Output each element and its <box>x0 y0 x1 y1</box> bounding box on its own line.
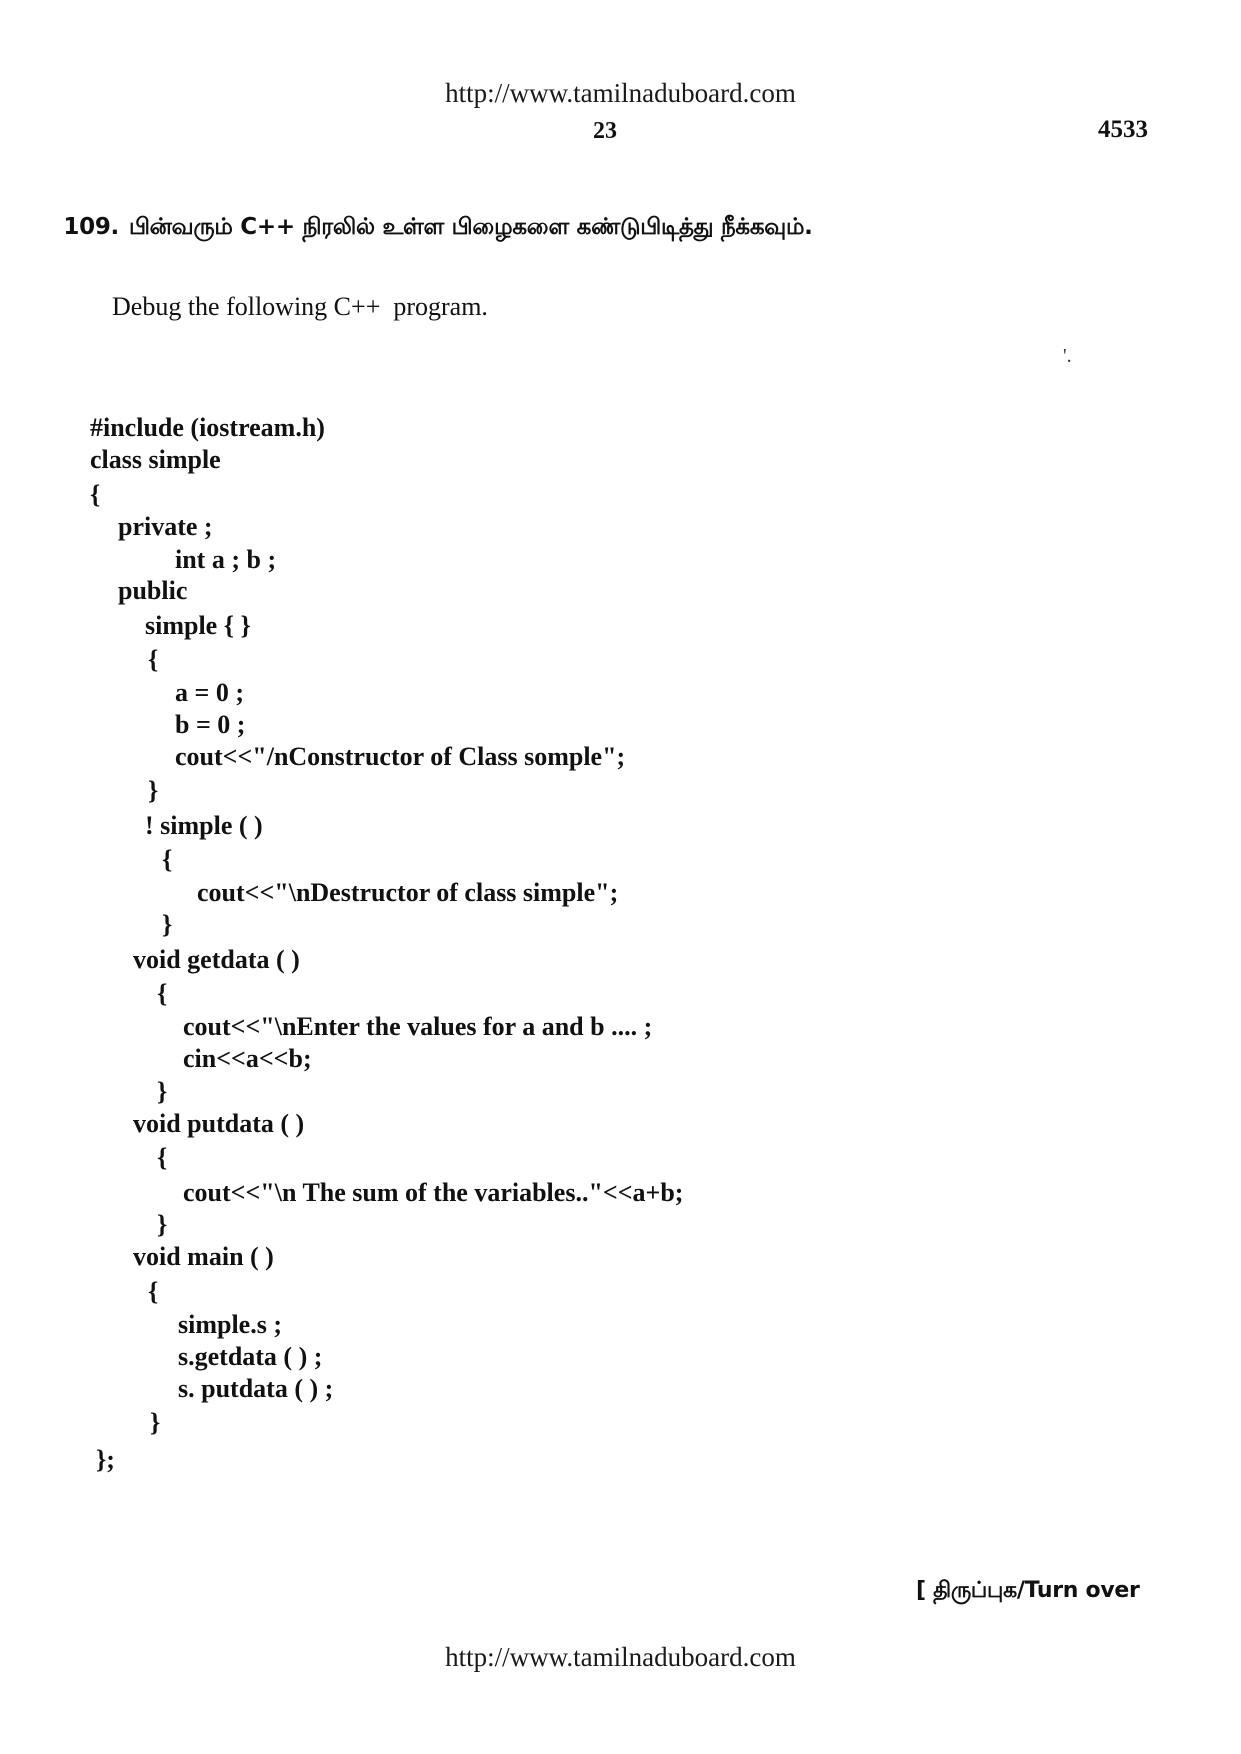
code-line: } <box>148 776 159 805</box>
code-line: private ; <box>118 512 213 541</box>
code-line: } <box>150 1408 161 1437</box>
code-line: #include (iostream.h) <box>90 413 325 442</box>
code-line: cout<<"\nDestructor of class simple"; <box>197 878 619 907</box>
code-line: } <box>157 1077 168 1106</box>
code-line: void putdata ( ) <box>133 1109 305 1138</box>
footer-url: http://www.tamilnaduboard.com <box>445 1642 796 1672</box>
code-line: { <box>157 979 168 1008</box>
code-line: s.getdata ( ) ; <box>178 1342 323 1371</box>
code-line: } <box>157 1210 168 1239</box>
code-line: }; <box>96 1445 115 1474</box>
question-tamil <box>48 188 813 243</box>
code-line: cout<<"\nEnter the values for a and b .... ; <box>183 1012 653 1041</box>
code-line: simple { } <box>145 611 251 640</box>
code-line: { <box>90 480 101 509</box>
turn-over-note: [ திருப்புக/Turn over <box>916 1578 1140 1603</box>
code-line: a = 0 ; <box>175 678 244 707</box>
code-line: } <box>162 910 173 939</box>
code-line: int a ; b ; <box>175 545 277 574</box>
code-line: s. putdata ( ) ; <box>178 1374 334 1403</box>
question-tamil-text: பின்வரும் C++ நிரலில் உள்ள பிழைகளை கண்டுபிடித்து நீக்கவும். <box>128 214 813 240</box>
header-url: http://www.tamilnaduboard.com <box>445 78 796 108</box>
page-number: 23 <box>593 118 617 144</box>
code-line: cout<<"/nConstructor of Class somple"; <box>175 742 626 771</box>
code-line: public <box>118 576 188 605</box>
code-line: { <box>148 645 159 674</box>
code-line: ! simple ( ) <box>145 811 263 840</box>
code-line: simple.s ; <box>178 1310 282 1339</box>
question-english: Debug the following C++ program. <box>112 292 488 321</box>
question-number: 109. <box>63 214 119 240</box>
code-line: b = 0 ; <box>175 710 246 739</box>
code-line: { <box>157 1143 168 1172</box>
code-line: class simple <box>90 445 221 474</box>
code-line: void getdata ( ) <box>133 945 300 974</box>
code-line: { <box>148 1277 159 1306</box>
paper-code: 4533 <box>1098 116 1148 143</box>
code-line: cout<<"\n The sum of the variables.."<<a+b; <box>183 1178 684 1207</box>
scan-speck: '. <box>1063 345 1072 367</box>
code-line: void main ( ) <box>133 1242 274 1271</box>
code-line: { <box>162 845 173 874</box>
code-line: cin<<a<<b; <box>183 1044 312 1073</box>
